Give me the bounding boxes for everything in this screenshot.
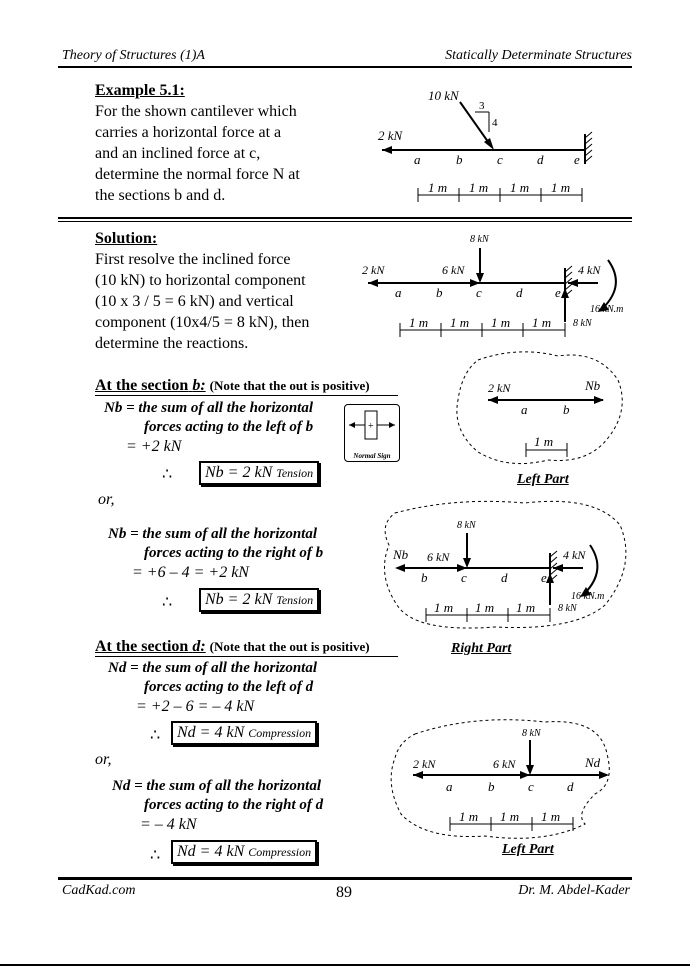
footer-rule bbox=[58, 877, 632, 880]
example-title: Example 5.1: bbox=[95, 82, 185, 99]
svg-text:d: d bbox=[501, 570, 508, 585]
svg-text:Nd: Nd bbox=[585, 755, 601, 770]
svg-text:1 m: 1 m bbox=[491, 315, 511, 330]
or-1: or, bbox=[98, 491, 115, 508]
force-inclined-label: 10 kN bbox=[428, 88, 459, 103]
svg-text:e: e bbox=[541, 570, 547, 585]
divider bbox=[58, 217, 632, 219]
svg-text:e: e bbox=[574, 152, 580, 167]
solution-text: First resolve the inclined force (10 kN) to horizontal component (10 x 3 / 5 = 6 kN) and vertical component (10x4/5 = 8 kN), then determine the reactions. bbox=[95, 251, 310, 352]
svg-text:d: d bbox=[567, 779, 574, 794]
header-left: Theory of Structures (1)A bbox=[62, 48, 205, 63]
svg-text:b: b bbox=[421, 570, 428, 585]
svg-text:c: c bbox=[461, 570, 467, 585]
force-left-label: 2 kN bbox=[378, 128, 403, 143]
svg-text:b: b bbox=[456, 152, 463, 167]
svg-text:e: e bbox=[555, 285, 561, 300]
left-part-diagram-d bbox=[385, 714, 635, 844]
svg-text:+: + bbox=[368, 421, 374, 432]
section-d-right-result: Nd = 4 kN Compression bbox=[171, 840, 317, 864]
svg-text:1 m: 1 m bbox=[469, 180, 489, 195]
svg-text:1 m: 1 m bbox=[516, 600, 536, 615]
svg-text:a: a bbox=[446, 779, 453, 794]
svg-text:8 kN: 8 kN bbox=[522, 728, 541, 739]
left-part-diagram-b bbox=[448, 350, 638, 470]
svg-text:d: d bbox=[516, 285, 523, 300]
svg-text:d: d bbox=[537, 152, 544, 167]
svg-text:1 m: 1 m bbox=[541, 809, 561, 824]
svg-text:1 m: 1 m bbox=[534, 434, 554, 449]
section-d-right-eq: Nd = the sum of all the horizontal forces acting to the right of d = – 4 kN bbox=[112, 778, 324, 833]
section-d-heading: At the section d: (Note that the out is positive) bbox=[95, 638, 370, 655]
svg-text:1 m: 1 m bbox=[409, 315, 429, 330]
svg-text:2 kN: 2 kN bbox=[413, 757, 436, 771]
right-part-diagram-b bbox=[375, 495, 637, 635]
example-text: For the shown cantilever which carries a horizontal force at a and an inclined force at c, determine the normal force N at the sections b and d. bbox=[95, 103, 300, 204]
left-part-caption-d: Left Part bbox=[502, 842, 554, 857]
section-b-right-result: Nb = 2 kN Tension bbox=[199, 588, 319, 612]
svg-text:4: 4 bbox=[492, 117, 498, 129]
section-d-left-result: Nd = 4 kN Compression bbox=[171, 721, 317, 745]
left-part-caption: Left Part bbox=[517, 472, 569, 487]
svg-text:2 kN: 2 kN bbox=[362, 263, 385, 277]
svg-text:b: b bbox=[563, 402, 570, 417]
svg-text:b: b bbox=[488, 779, 495, 794]
svg-text:4 kN: 4 kN bbox=[578, 263, 601, 277]
svg-text:6 kN: 6 kN bbox=[493, 757, 516, 771]
svg-text:1 m: 1 m bbox=[532, 315, 552, 330]
svg-text:a: a bbox=[521, 402, 528, 417]
svg-text:c: c bbox=[528, 779, 534, 794]
svg-text:c: c bbox=[497, 152, 503, 167]
svg-text:8 kN: 8 kN bbox=[470, 234, 489, 245]
section-d-left-eq: Nd = the sum of all the horizontal forces acting to the left of d = +2 – 6 = – 4 kN bbox=[108, 660, 318, 715]
header-rule bbox=[58, 66, 632, 68]
svg-text:1 m: 1 m bbox=[510, 180, 530, 195]
section-b-left-eq: Nb = the sum of all the horizontal forces acting to the left of b = +2 kN bbox=[104, 400, 314, 455]
svg-text:c: c bbox=[476, 285, 482, 300]
svg-text:8 kN: 8 kN bbox=[573, 318, 592, 329]
svg-text:1 m: 1 m bbox=[459, 809, 479, 824]
svg-text:3: 3 bbox=[479, 100, 485, 112]
svg-text:1 m: 1 m bbox=[450, 315, 470, 330]
footer-right: Dr. M. Abdel-Kader bbox=[518, 883, 630, 898]
right-part-caption: Right Part bbox=[451, 641, 512, 656]
svg-text:8 kN: 8 kN bbox=[558, 603, 577, 614]
svg-text:1 m: 1 m bbox=[428, 180, 448, 195]
section-b-right-eq: Nb = the sum of all the horizontal forces acting to the right of b = +6 – 4 = +2 kN bbox=[108, 526, 324, 581]
svg-text:2 kN: 2 kN bbox=[488, 381, 511, 395]
svg-text:1 m: 1 m bbox=[475, 600, 495, 615]
or-2: or, bbox=[95, 751, 112, 768]
svg-text:16 kN.m: 16 kN.m bbox=[571, 591, 605, 602]
svg-text:6 kN: 6 kN bbox=[442, 263, 465, 277]
svg-text:4 kN: 4 kN bbox=[563, 548, 586, 562]
section-b-left-result: Nb = 2 kN Tension bbox=[199, 461, 319, 485]
svg-text:Nb: Nb bbox=[585, 378, 601, 393]
example-diagram bbox=[370, 82, 610, 212]
page-number: 89 bbox=[336, 884, 352, 901]
svg-text:a: a bbox=[395, 285, 402, 300]
svg-text:6 kN: 6 kN bbox=[427, 550, 450, 564]
svg-text:a: a bbox=[414, 152, 421, 167]
normal-sign-box: + Normal Sign bbox=[344, 404, 400, 462]
svg-text:1 m: 1 m bbox=[434, 600, 454, 615]
svg-text:1 m: 1 m bbox=[500, 809, 520, 824]
section-b-heading: At the section b: (Note that the out is positive) bbox=[95, 377, 370, 394]
svg-text:1 m: 1 m bbox=[551, 180, 571, 195]
footer-left: CadKad.com bbox=[62, 883, 136, 898]
svg-text:b: b bbox=[436, 285, 443, 300]
svg-text:Nb: Nb bbox=[393, 547, 409, 562]
svg-text:8 kN: 8 kN bbox=[457, 520, 476, 531]
solution-diagram bbox=[358, 230, 638, 342]
header-right: Statically Determinate Structures bbox=[445, 48, 632, 63]
svg-text:16 kN.m: 16 kN.m bbox=[590, 304, 624, 315]
solution-title: Solution: bbox=[95, 230, 158, 247]
